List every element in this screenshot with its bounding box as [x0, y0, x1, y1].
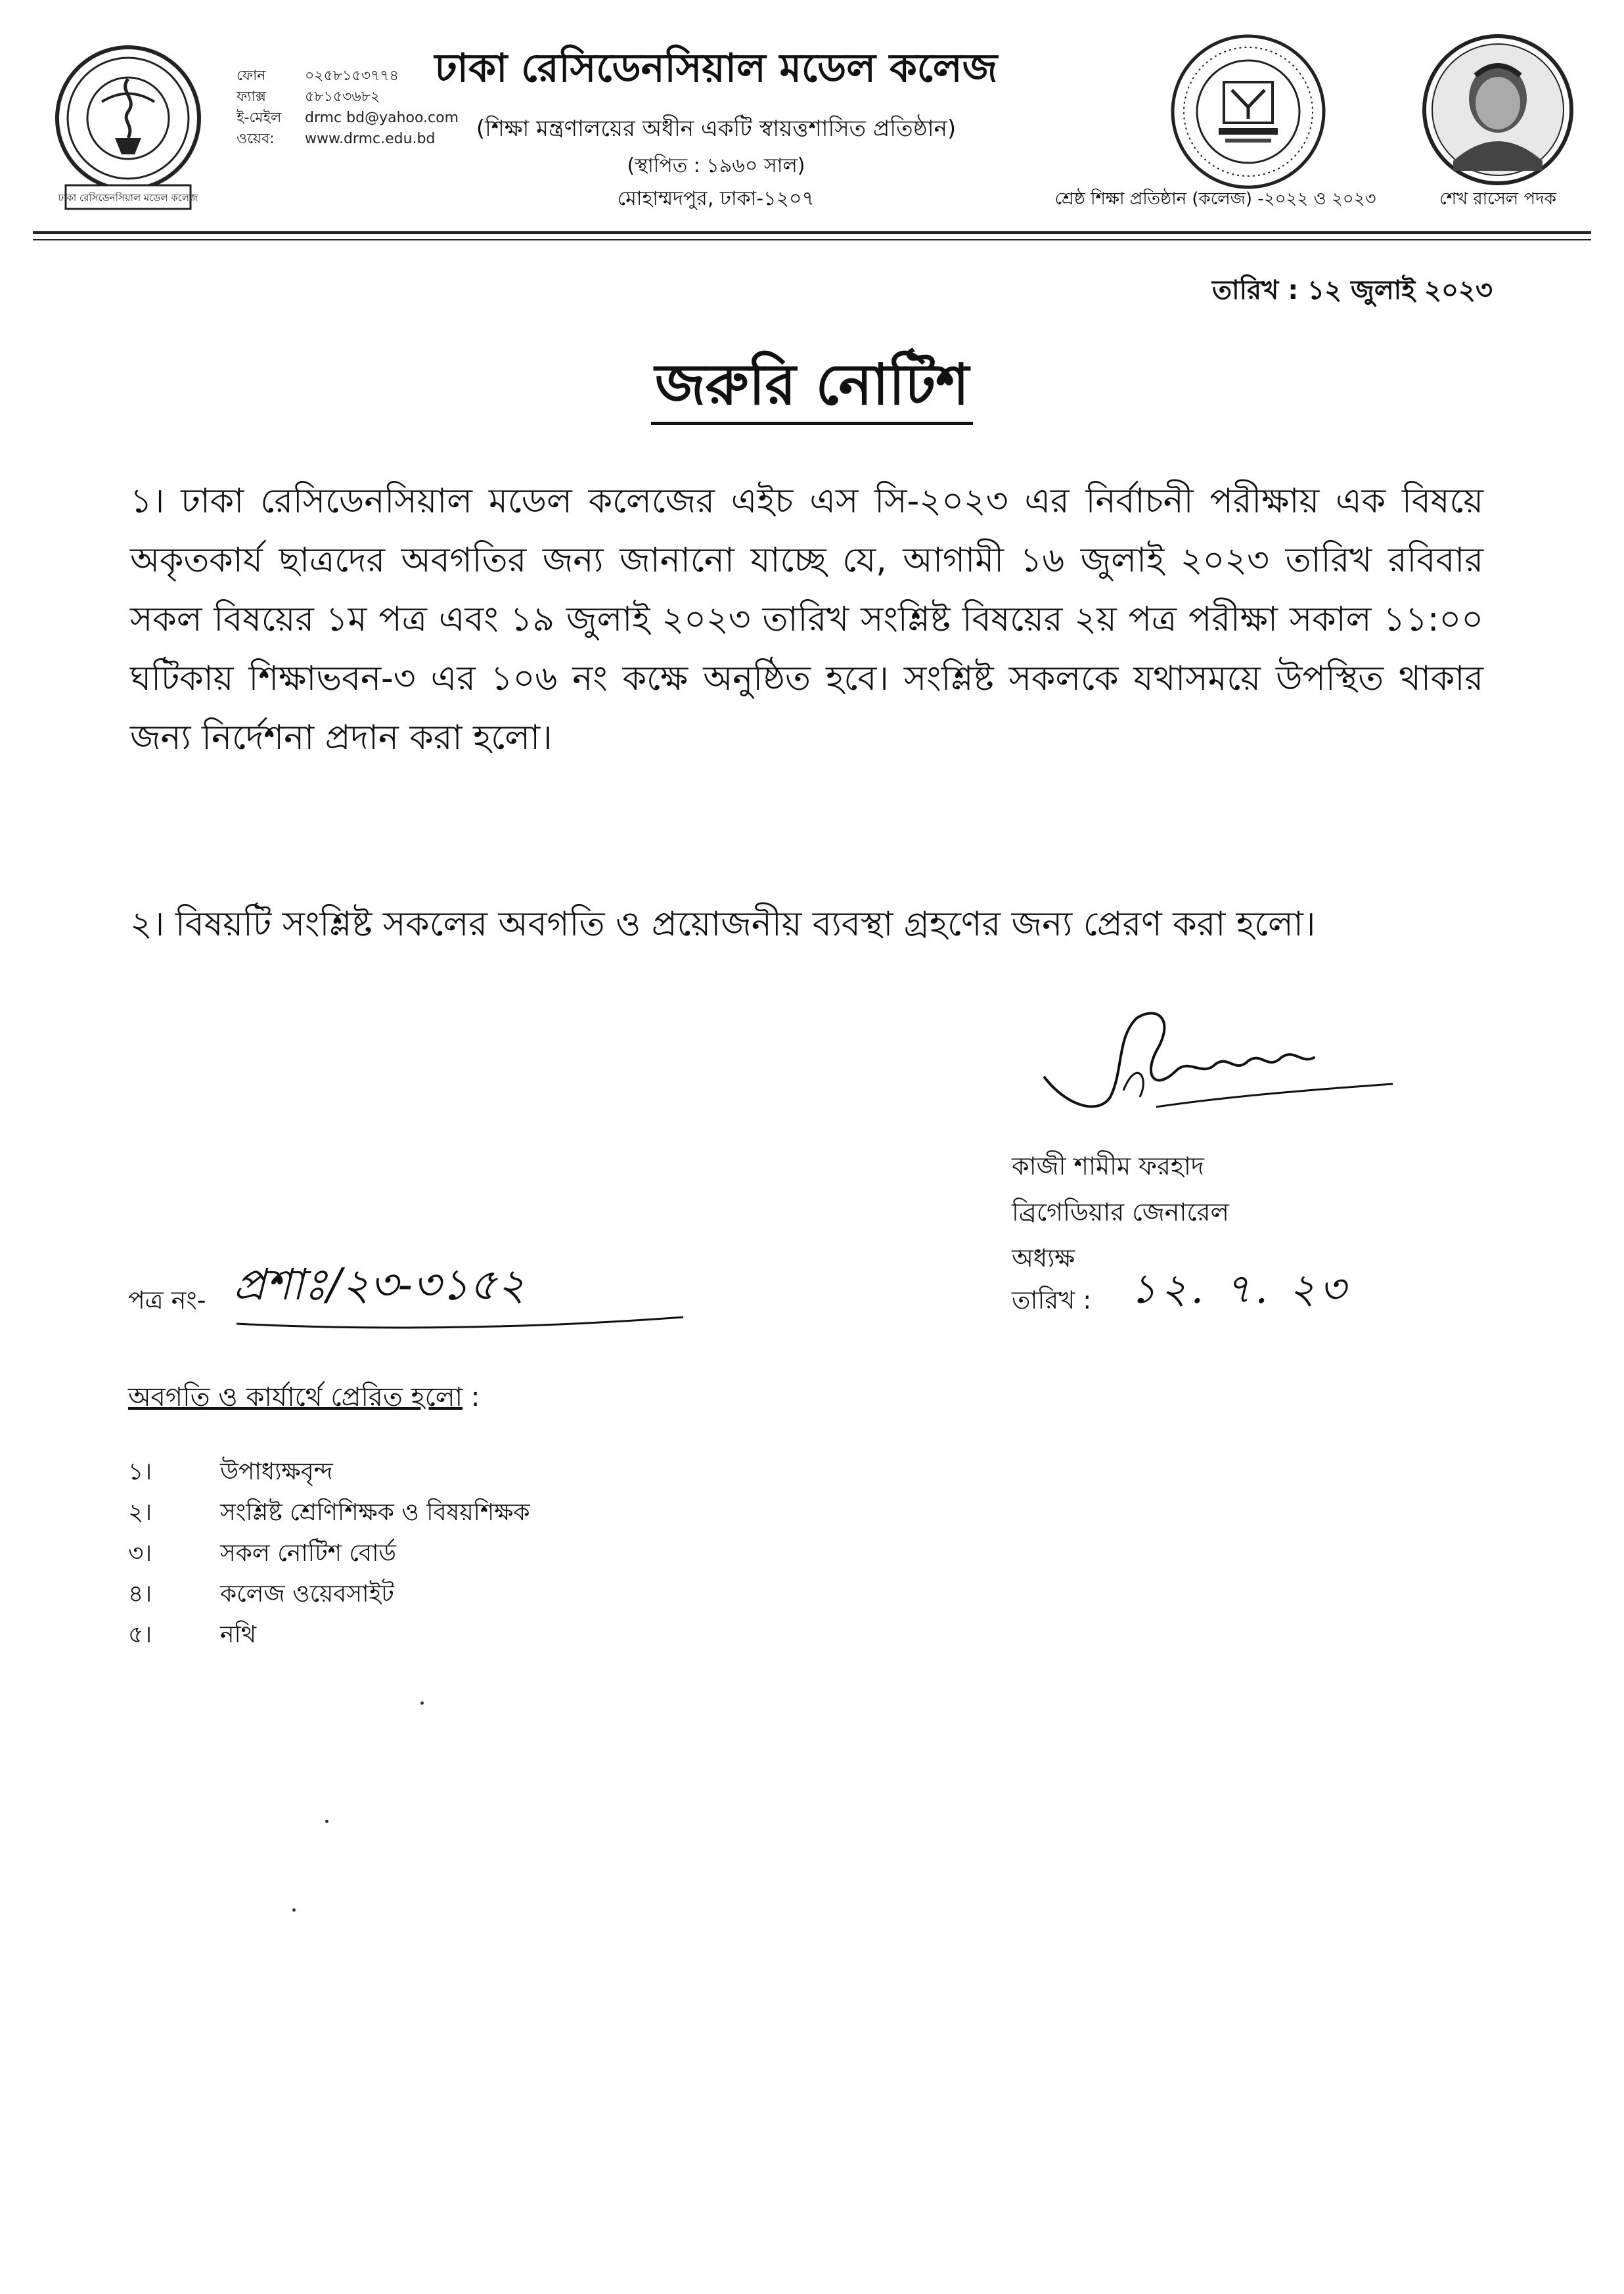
distribution-heading-suffix: : [462, 1382, 480, 1412]
header-divider [33, 231, 1591, 234]
scan-speck [292, 1908, 296, 1912]
distribution-list [128, 1452, 530, 1655]
distribution-heading-text: অবগতি ও কার্যার্থে প্রেরিত হলো [128, 1382, 463, 1412]
college-address: মোহাম্মদপুর, ঢাকা-১২০৭ [617, 187, 815, 210]
notice-title: জরুরি নোটিশ [651, 352, 973, 425]
college-established: (স্থাপিত : ১৯৬০ সাল) [627, 154, 805, 177]
contact-fax: ফ্যাক্স ৫৮১৫৩৬৮২ [237, 89, 380, 105]
contact-phone: ফোন ০২৫৮১৫৩৭৭৪ [237, 68, 399, 84]
header-divider-thin [33, 239, 1591, 240]
signature-date-label: তারিখ : [1012, 1286, 1092, 1315]
college-subtitle: (শিক্ষা মন্ত্রণালয়ের অধীন একটি স্বায়ত্তশাসিত প্রতিষ্ঠান) [476, 116, 957, 142]
college-logo [39, 39, 217, 217]
signatory-designation: অধ্যক্ষ [1012, 1244, 1075, 1272]
list-item: ৪। কলেজ ওয়েবসাইট [128, 1581, 394, 1608]
signature-date-value: ১২. ৭. ২৩ [1130, 1265, 1350, 1313]
reference-number: প্রশাঃ/২৩-৩১৫২ [233, 1259, 526, 1310]
list-item: ১। উপাধ্যক্ষবৃন্দ [128, 1458, 333, 1485]
reference-label: পত্র নং- [128, 1286, 206, 1315]
medal-caption: শেখ রাসেল পদক [1439, 189, 1556, 209]
notice-title-wrapper [0, 342, 1624, 436]
reference-underline-stroke [230, 1304, 690, 1343]
signatory-rank: ব্রিগেডিয়ার জেনারেল [1012, 1198, 1229, 1226]
distribution-heading [128, 1376, 480, 1420]
list-item: ৫। নথি [128, 1621, 257, 1648]
notice-paragraph-2: ২। বিষয়টি সংশ্লিষ্ট সকলের অবগতি ও প্রয়োজনীয় ব্যবস্থা গ্রহণের জন্য প্রেরণ করা হলো। [130, 905, 1316, 944]
handwritten-signature [1025, 992, 1406, 1136]
college-name: ঢাকা রেসিডেনসিয়াল মডেল কলেজ [434, 45, 998, 91]
scan-speck [325, 1820, 328, 1823]
award-caption: শ্রেষ্ঠ শিক্ষা প্রতিষ্ঠান (কলেজ) -২০২২ ও ২০২৩ [1054, 189, 1376, 209]
logo-caption: ঢাকা রেসিডেনসিয়াল মডেল কলেজ [58, 192, 198, 204]
signatory-name: কাজী শামীম ফরহাদ [1012, 1152, 1204, 1181]
contact-web: ওয়েব: www.drmc.edu.bd [237, 131, 436, 147]
notice-date: তারিখ : ১২ জুলাই ২০২৩ [1211, 275, 1493, 305]
notice-paragraph-1: ১। ঢাকা রেসিডেনসিয়াল মডেল কলেজের এইচ এস সি-২০২৩ এর নির্বাচনী পরীক্ষায় এক বিষয়ে অকৃতকার্য ছাত্রদের অবগতির জন্য জানানো যাচ্ছে যে, আগামী ১৬ জুলাই ২০২৩ তারিখ রবিবার সকল বিষয়ের ১ম পত্র এবং ১৯ জুলাই ২০২৩ তারিখ সংশ্লিষ্ট বিষয়ের ২য় পত্র পরীক্ষা সকাল ১১:০০ ঘটিকায় শিক্ষাভবন-৩ এর ১০৬ নং কক্ষে অনুষ্ঠিত হবে। সংশ্লিষ্ট সকলকে যথাসময়ে উপস্থিত থাকার জন্য নির্দেশনা প্রদান করা হলো। [130, 482, 1483, 757]
scan-speck [420, 1701, 424, 1705]
list-item: ৩। সকল নোটিশ বোর্ড [128, 1540, 397, 1567]
contact-email: ই-মেইল drmc bd@yahoo.com [237, 110, 459, 126]
portrait-medal-icon [1412, 30, 1583, 194]
award-seal-icon [1166, 30, 1330, 194]
list-item: ২। সংশ্লিষ্ট শ্রেণিশিক্ষক ও বিষয়শিক্ষক [128, 1499, 530, 1526]
